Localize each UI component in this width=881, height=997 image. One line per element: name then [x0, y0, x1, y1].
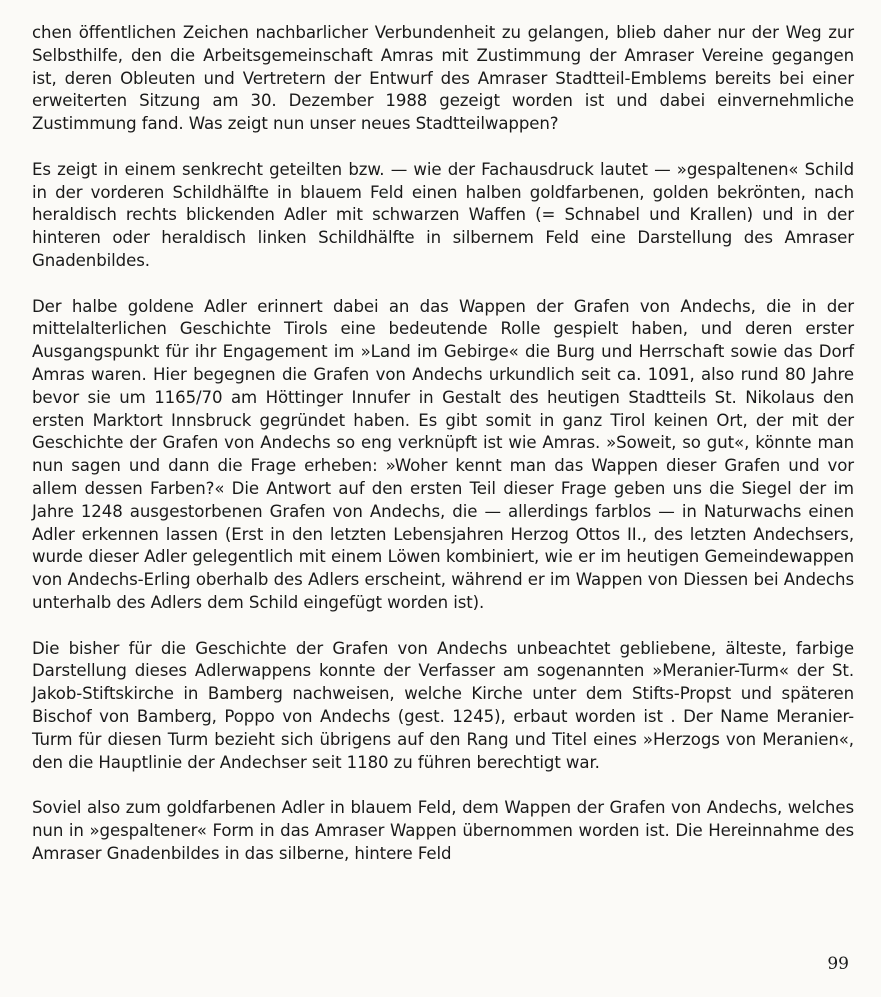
paragraph-2: Es zeigt in einem senkrecht geteilten bzw. — wie der Fachausdruck lautet — »gespaltenen« Schild in der vorderen Schildhälfte in blauem Feld einen halben goldfarbenen, golden bekrönten, nach heraldisch rechts blickenden Adler mit schwarzen Waffen (= Schnabel und Krallen) und in der hinteren oder heraldisch linken Schildhälfte in silbernem Feld eine Darstellung des Amraser Gnadenbildes.: [32, 159, 854, 270]
page-number: 99: [827, 954, 849, 974]
paragraph-3: Der halbe goldene Adler erinnert dabei an das Wappen der Grafen von Andechs, die in der mittelalterlichen Geschichte Tirols eine bedeutende Rolle gespielt haben, und deren erster Ausgangspunkt für ihr Engagement im »Land im Gebirge« die Burg und Herrschaft sowie das Dorf Amras waren. Hier begegnen die Grafen von Andechs urkundlich seit ca. 1091, also rund 80 Jahre bevor sie um 1165/70 am Höttinger Innufer in Gestalt des heutigen Stadtteils St. Nikolaus den ersten Marktort Innsbruck gegründet haben. Es gibt somit in ganz Tirol keinen Ort, der mit der Geschichte der Grafen von Andechs so eng verknüpft ist wie Amras. »Soweit, so gut«, könnte man nun sagen und dann die Frage erheben: »Woher kennt man das Wappen dieser Grafen und vor allem dessen Farben?« Die Antwort auf den ersten Teil dieser Frage geben uns die Siegel der im Jahre 1248 ausgestorbenen Grafen von Andechs, die — allerdings farblos — in Naturwachs einen Adler erkennen lassen (Erst in den letzten Lebensjahren Herzog Ottos II., des letzten Andechsers, wurde dieser Adler gelegentlich mit einem Löwen kombiniert, wie er im heutigen Gemeindewappen von Andechs-Erling oberhalb des Adlers erscheint, während er im Wappen von Diessen bei Andechs unterhalb des Adlers dem Schild eingefügt worden ist).: [32, 296, 854, 612]
paragraph-1: chen öffentlichen Zeichen nachbarlicher Verbundenheit zu gelangen, blieb daher nur der Weg zur Selbsthilfe, den die Arbeitsgemeinschaft Amras mit Zustimmung der Amraser Vereine gegangen ist, deren Obleuten und Vertretern der Entwurf des Amraser Stadtteil-Emblems bereits bei einer erweiterten Sitzung am 30. Dezember 1988 gezeigt worden ist und dabei einvernehmliche Zustimmung fand. Was zeigt nun unser neues Stadtteilwappen?: [32, 23, 854, 134]
paragraph-5: Soviel also zum goldfarbenen Adler in blauem Feld, dem Wappen der Grafen von Andechs, welches nun in »gespaltener« Form in das Amraser Wappen übernommen worden ist. Die Hereinnahme des Amraser Gnadenbildes in das silberne, hintere Feld: [32, 798, 854, 863]
paragraph-4: Die bisher für die Geschichte der Grafen von Andechs unbeachtet gebliebene, älteste, farbige Darstellung dieses Adlerwappens konnte der Verfasser am sogenannten »Meranier-Turm« der St. Jakob-Stiftskirche in Bamberg nachweisen, welche Kirche unter dem Stifts-Propst und späteren Bischof von Bamberg, Poppo von Andechs (gest. 1245), erbaut worden ist . Der Name Meranier-Turm für diesen Turm bezieht sich übrigens auf den Rang und Titel eines »Herzogs von Meranien«, den die Hauptlinie der Andechser seit 1180 zu führen berechtigt war.: [32, 638, 854, 772]
page-body: [32, 22, 854, 865]
